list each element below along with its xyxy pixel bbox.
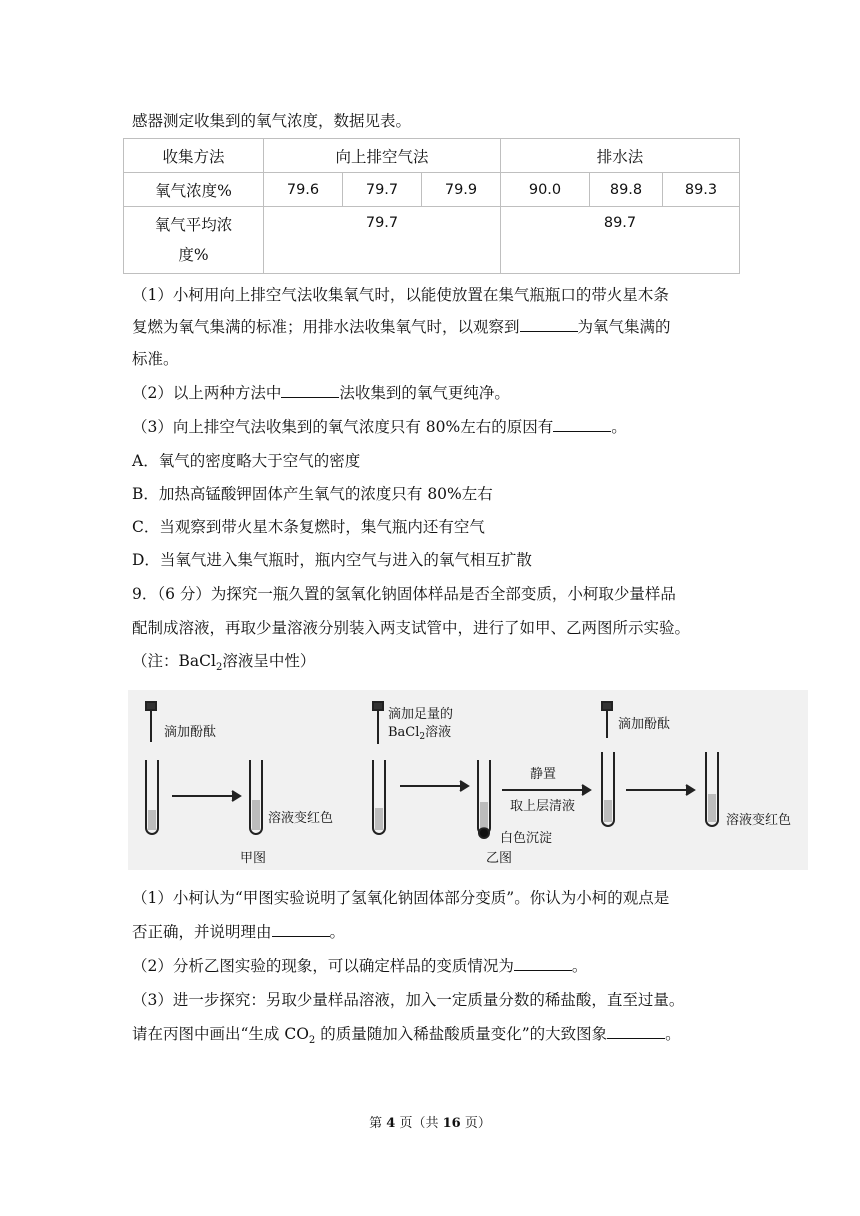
text: （3）向上排空气法收集到的氧气浓度只有 80%左右的原因有 <box>132 418 554 436</box>
label-white-precipitate: 白色沉淀 <box>500 831 553 846</box>
label-turns-red-1: 溶液变红色 <box>268 811 334 826</box>
table-cell: 89.8 <box>590 173 663 207</box>
table-cell: 收集方法 <box>124 139 264 173</box>
table-row <box>124 139 740 173</box>
label-settle: 静置 <box>530 767 557 782</box>
label-turns-red-2: 溶液变红色 <box>726 813 792 828</box>
text: 。 <box>329 923 346 941</box>
experiment-figure <box>128 690 808 870</box>
page-number: 4 <box>386 1116 396 1131</box>
total-pages: 16 <box>442 1116 461 1131</box>
answer-blank <box>272 922 330 937</box>
text: 页） <box>460 1116 491 1131</box>
text: BaCl <box>388 725 420 740</box>
text: 的质量随加入稀盐酸质量变化”的大致图象 <box>315 1025 608 1043</box>
text: 页（共 <box>395 1116 443 1131</box>
q8-part1-line3: 标准。 <box>132 350 179 368</box>
subscript: 2 <box>215 662 223 674</box>
table-cell: 向上排空气法 <box>264 139 501 173</box>
text: 请在丙图中画出“生成 CO <box>132 1025 309 1043</box>
option-c: C．当观察到带火星木条复燃时，集气瓶内还有空气 <box>132 518 485 536</box>
q9-part3-line1: （3）进一步探究：另取少量样品溶液，加入一定质量分数的稀盐酸，直至过量。 <box>132 991 685 1009</box>
label-add-phenolphthalein-2: 滴加酚酞 <box>618 717 671 732</box>
answer-blank <box>520 317 578 332</box>
text: 否正确，并说明理由 <box>132 923 272 941</box>
option-a: A．氧气的密度略大于空气的密度 <box>132 452 361 470</box>
text: 。 <box>665 1025 681 1043</box>
table-cell: 89.3 <box>663 173 740 207</box>
avg-label-line1: 氧气平均浓 <box>154 216 233 234</box>
table-cell: 89.7 <box>501 207 740 274</box>
text: 第 <box>369 1116 387 1131</box>
q8-part2 <box>132 382 510 404</box>
text: 复燃为氧气集满的标准；用排水法收集氧气时，以观察到 <box>132 318 520 336</box>
q9-part2 <box>132 955 587 977</box>
table-cell: 79.7 <box>264 207 501 274</box>
q9-part3-line2 <box>132 1023 681 1052</box>
text: 。 <box>611 418 627 436</box>
answer-blank <box>281 383 339 398</box>
table-cell <box>124 207 264 274</box>
intro-line: 感器测定收集到的氧气浓度，数据见表。 <box>132 112 412 130</box>
text: （2）以上两种方法中 <box>132 384 282 402</box>
q8-part1-line1: （1）小柯用向上排空气法收集氧气时，以能使放置在集气瓶瓶口的带火星木条 <box>132 286 669 304</box>
q9-line2: 配制成溶液，再取少量溶液分别装入两支试管中，进行了如甲、乙两图所示实验。 <box>132 619 691 637</box>
text: 。 <box>571 957 588 975</box>
option-b: B．加热高锰酸钾固体产生氧气的浓度只有 80%左右 <box>132 485 493 503</box>
table-cell: 79.6 <box>264 173 343 207</box>
option-d: D．当氧气进入集气瓶时，瓶内空气与进入的氧气相互扩散 <box>132 551 532 569</box>
table-cell: 79.9 <box>422 173 501 207</box>
table-cell: 排水法 <box>501 139 740 173</box>
oxygen-data-table <box>123 138 740 274</box>
q8-part1-line2 <box>132 316 671 338</box>
label-add-phenolphthalein-1: 滴加酚酞 <box>164 725 217 740</box>
text: 溶液 <box>425 725 452 740</box>
table-row <box>124 173 740 207</box>
caption-jia: 甲图 <box>240 851 267 866</box>
q9-part1-line1: （1）小柯认为“甲图实验说明了氢氧化钠固体部分变质”。你认为小柯的观点是 <box>132 889 670 907</box>
subscript: 2 <box>419 732 426 742</box>
q8-part3 <box>132 416 627 438</box>
table-cell: 氧气浓度% <box>124 173 264 207</box>
answer-blank <box>514 956 572 971</box>
answer-blank <box>553 417 611 432</box>
table-cell: 79.7 <box>343 173 422 207</box>
table-cell: 90.0 <box>501 173 590 207</box>
text: 为氧气集满的 <box>577 318 671 336</box>
label-take-supernatant: 取上层清液 <box>510 799 576 814</box>
q9-part1-line2 <box>132 921 345 943</box>
subscript: 2 <box>308 1035 316 1047</box>
avg-label-line2: 度% <box>178 246 209 264</box>
q9-note <box>132 650 315 679</box>
table-row <box>124 207 740 274</box>
text: 溶液呈中性） <box>222 652 316 670</box>
text: 法收集到的氧气更纯净。 <box>339 384 510 402</box>
q9-line1: 9．（6 分）为探究一瓶久置的氢氧化钠固体样品是否全部变质，小柯取少量样品 <box>132 585 676 603</box>
answer-blank <box>607 1024 665 1039</box>
caption-yi: 乙图 <box>486 851 513 866</box>
page-footer <box>0 1112 860 1131</box>
text: （注：BaCl <box>132 652 216 670</box>
label-add-bacl2-line1: 滴加足量的 <box>388 707 454 722</box>
text: （2）分析乙图实验的现象，可以确定样品的变质情况为 <box>132 957 514 975</box>
